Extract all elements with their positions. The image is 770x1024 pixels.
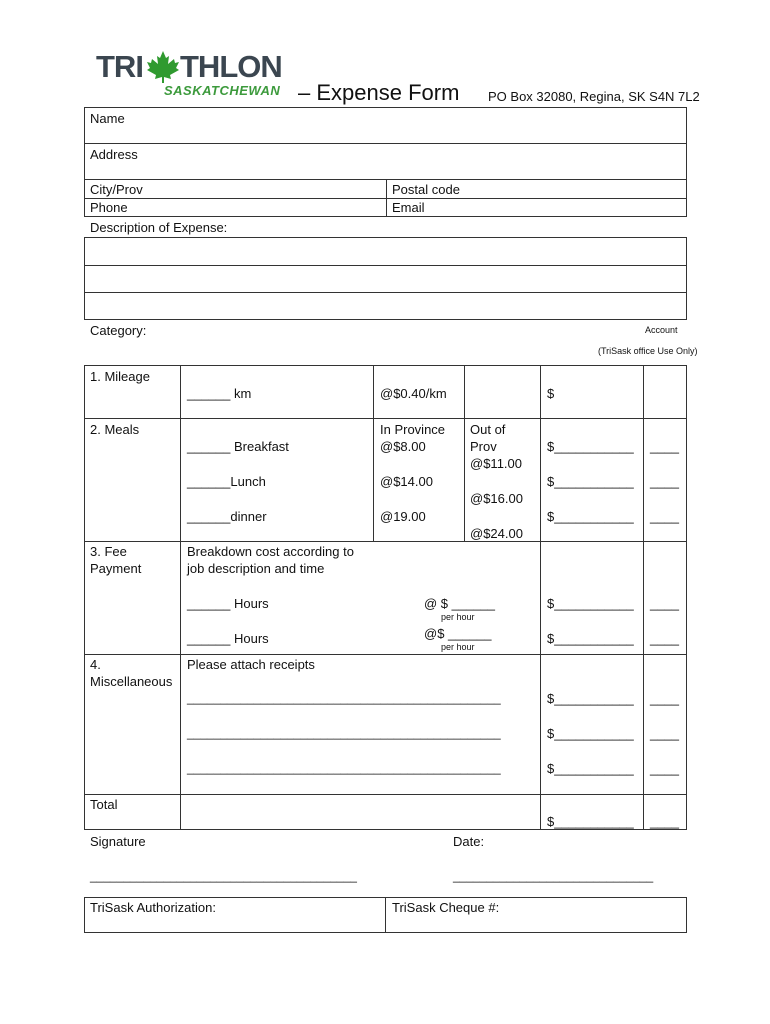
misc-line-3[interactable]: _______________________________________________ [187, 761, 501, 775]
header-address: PO Box 32080, Regina, SK S4N 7L2 [488, 89, 700, 104]
authorization-field[interactable]: TriSask Authorization: [90, 900, 216, 915]
breakfast-account[interactable]: ____ [650, 439, 679, 454]
attach-receipts-note: Please attach receipts [187, 657, 315, 672]
logo-text-sask: SASKATCHEWAN [164, 83, 281, 98]
lunch-account[interactable]: ____ [650, 474, 679, 489]
misc-line-1[interactable]: _______________________________________________ [187, 691, 501, 705]
total-account[interactable]: ____ [650, 814, 679, 829]
cheque-number-field[interactable]: TriSask Cheque #: [392, 900, 500, 915]
lunch-rate-out: @$16.00 [470, 491, 523, 506]
mileage-amount[interactable]: $ [547, 386, 555, 401]
breakfast-rate-in: @$8.00 [380, 439, 426, 454]
fee-label-2: Payment [90, 561, 142, 576]
office-use-note: (TriSask office Use Only) [598, 346, 698, 356]
dinner-rate-in: @19.00 [380, 509, 426, 524]
mileage-label: 1. Mileage [90, 369, 150, 384]
misc-amount-3[interactable]: $___________ [547, 761, 634, 776]
total-amount[interactable]: $___________ [547, 814, 634, 829]
breakfast-amount[interactable]: $___________ [547, 439, 634, 454]
total-label: Total [90, 797, 118, 812]
fee-description-1: Breakdown cost according to [187, 544, 354, 559]
in-province-label: In Province [380, 422, 446, 437]
misc-account-2[interactable]: ____ [650, 726, 679, 741]
signature-label: Signature [90, 834, 146, 849]
name-field[interactable]: Name [90, 111, 125, 126]
description-label: Description of Expense: [90, 220, 228, 235]
dinner-rate-out: @$24.00 [470, 526, 523, 541]
dinner-input[interactable]: ______dinner [187, 509, 267, 524]
hours-input-1[interactable]: ______ Hours [187, 596, 269, 611]
logo-text-thlon: THLON [180, 49, 282, 84]
misc-label-2: Miscellaneous [90, 674, 173, 689]
fee-amount-1[interactable]: $___________ [547, 596, 634, 611]
lunch-rate-in: @$14.00 [380, 474, 433, 489]
description-box[interactable] [84, 237, 687, 320]
signature-line[interactable]: ________________________________________ [90, 869, 357, 883]
account-label: Account [645, 325, 678, 335]
category-label: Category: [90, 323, 147, 338]
misc-label-1: 4. [90, 657, 101, 672]
breakfast-input[interactable]: ______ Breakfast [187, 439, 289, 454]
email-field[interactable]: Email [392, 200, 425, 215]
misc-account-3[interactable]: ____ [650, 761, 679, 776]
breakfast-rate-out: @$11.00 [470, 456, 522, 471]
fee-account-1[interactable]: ____ [650, 596, 679, 611]
fee-account-2[interactable]: ____ [650, 631, 679, 646]
dinner-account[interactable]: ____ [650, 509, 679, 524]
dinner-amount[interactable]: $___________ [547, 509, 634, 524]
maple-leaf-icon [146, 50, 180, 84]
postal-code-field[interactable]: Postal code [392, 182, 460, 197]
out-prov-label-1: Out of [470, 422, 506, 437]
date-label: Date: [453, 834, 485, 849]
hourly-rate-1[interactable]: @ $ ______ [424, 596, 496, 611]
city-prov-field[interactable]: City/Prov [90, 182, 143, 197]
mileage-rate: @$0.40/km [380, 386, 447, 401]
misc-line-2[interactable]: _______________________________________________ [187, 726, 501, 740]
hours-input-2[interactable]: ______ Hours [187, 631, 269, 646]
misc-amount-2[interactable]: $___________ [547, 726, 634, 741]
per-hour-2: per hour [441, 642, 475, 652]
per-hour-1: per hour [441, 612, 475, 622]
address-field[interactable]: Address [90, 147, 138, 162]
out-prov-label-2: Prov [470, 439, 497, 454]
misc-account-1[interactable]: ____ [650, 691, 679, 706]
misc-amount-1[interactable]: $___________ [547, 691, 634, 706]
fee-amount-2[interactable]: $___________ [547, 631, 634, 646]
mileage-km-input[interactable]: ______ km [187, 386, 252, 401]
logo [96, 50, 296, 100]
hourly-rate-2[interactable]: @$ ______ [424, 626, 492, 641]
logo-text-tri: TRI [96, 49, 143, 84]
date-line[interactable]: ______________________________ [453, 869, 654, 883]
lunch-input[interactable]: ______Lunch [187, 474, 266, 489]
fee-description-2: job description and time [187, 561, 325, 576]
lunch-amount[interactable]: $___________ [547, 474, 634, 489]
meals-label: 2. Meals [90, 422, 140, 437]
phone-field[interactable]: Phone [90, 200, 128, 215]
fee-label-1: 3. Fee [90, 544, 127, 559]
form-title: – Expense Form [298, 80, 460, 105]
